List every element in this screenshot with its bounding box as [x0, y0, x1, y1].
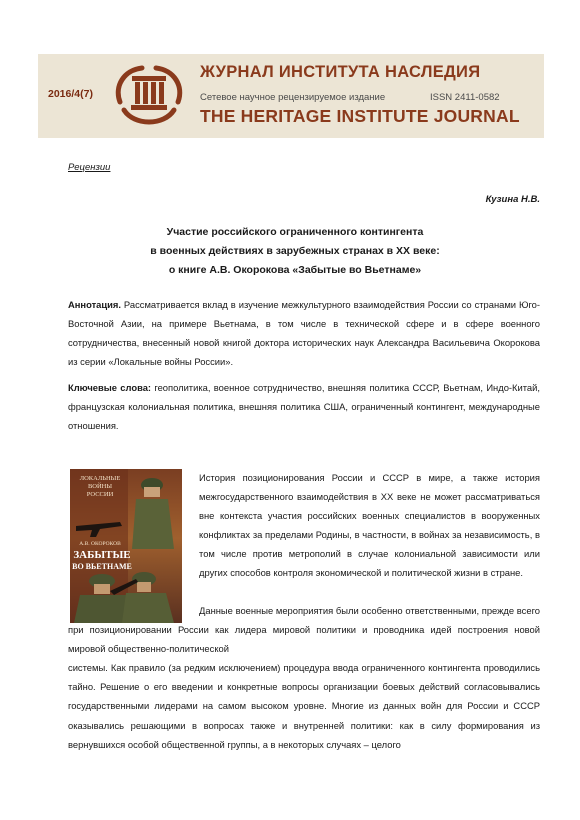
- journal-issn: ISSN 2411-0582: [430, 92, 500, 103]
- journal-title-ru: ЖУРНАЛ ИНСТИТУТА НАСЛЕДИЯ: [200, 63, 481, 81]
- journal-title-en: THE HERITAGE INSTITUTE JOURNAL: [200, 106, 520, 126]
- keywords: [68, 378, 540, 435]
- keywords-label: Ключевые слова:: [68, 382, 152, 393]
- section-link[interactable]: Рецензии: [68, 162, 111, 173]
- body-paragraph-2-start: Данные военные мероприятия были особенно ответственными, прежде всего при позиционировании России как лидера мировой политики и проводника идей построения новой мировой общественно-политической: [68, 605, 540, 655]
- journal-subtitle: Сетевое научное рецензируемое издание: [200, 92, 386, 103]
- abstract-text: Рассматривается вклад в изучение межкультурного взаимодействия России со странами Юго-Восточной Азии, на примере Вьетнама, в том числе в технической сфере и в сфере военного сотрудничества, внесенный новой книгой доктора исторических наук Александра Васильевича Окорокова из серии «Локальные войны России».: [68, 299, 540, 367]
- book-series: ЛОКАЛЬНЫЕ ВОЙНЫ РОССИИ: [79, 475, 121, 498]
- author-name: Кузина Н.В.: [485, 194, 540, 205]
- article-title-line-2: в военных действиях в зарубежных странах в XX веке:: [150, 245, 440, 257]
- columns-logo-icon: [110, 60, 188, 132]
- body-paragraph-2: [68, 601, 540, 754]
- issue-number: 2016/4(7): [48, 88, 93, 100]
- book-cover-image: [70, 469, 182, 623]
- book-title-line-2: ВО ВЬЕТНАМЕ: [72, 562, 132, 571]
- article-title-line-1: Участие российского ограниченного контингента: [166, 226, 424, 238]
- book-author: А.В. ОКОРОКОВ: [79, 541, 121, 547]
- keywords-text: геополитика, военное сотрудничество, внешняя политика СССР, Вьетнам, Индо-Китай, французская колониальная политика, внешняя политика США, ограниченный контингент, международные отношения.: [68, 382, 540, 431]
- book-title-line-1: ЗАБЫТЫЕ: [73, 549, 131, 561]
- abstract-label: Аннотация.: [68, 299, 121, 310]
- article-title-line-3: о книге А.В. Окорокова «Забытые во Вьетнаме»: [168, 264, 422, 276]
- abstract: [68, 295, 540, 371]
- body-paragraph-1: История позиционирования России и СССР в мире, а также история межгосударственного взаимодействия в XX веке не может рассматриваться вне контекста участия российских военных специалистов в вооруженных конфликтах за пределами Родины, в частности, в войнах за независимость, в том числе против метрополий в случае колониальной зависимости или других способов контроля экономической и политической жизни в стране.: [199, 472, 540, 579]
- body-paragraph-2-rest: системы. Как правило (за редким исключением) процедура ввода ограниченного контингента проводились тайно. Решение о его введении и конкретные вопросы организации боевых действий согласовывались государственными лидерами на самом высоком уровне. Многие из данных войн для России и СССР оказывались решающими в вопросах также и внутренней политики: как в силу формирования из вернувшихся особой общественной группы, а в некоторых случаях – целого: [68, 662, 540, 750]
